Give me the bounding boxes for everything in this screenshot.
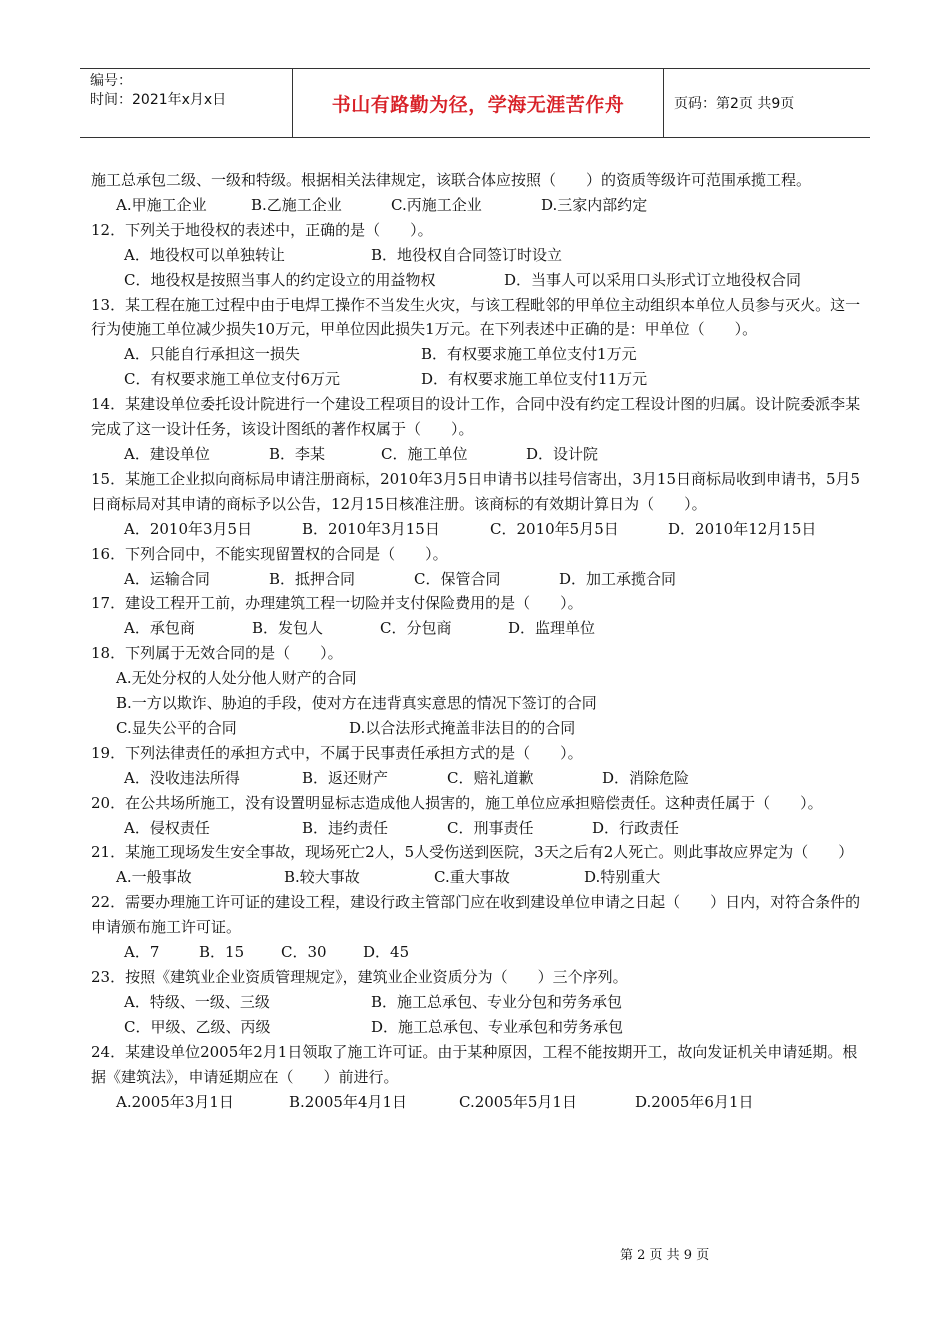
- q23-option-d: D．施工总承包、专业承包和劳务承包: [371, 1017, 624, 1036]
- q12-option-a: A．地役权可以单独转让: [124, 245, 285, 264]
- q23-options-row2: [91, 1015, 864, 1040]
- q19-options: [91, 766, 864, 791]
- q23-stem: 23．按照《建筑业企业资质管理规定》，建筑业企业资质分为（ ）三个序列。: [91, 968, 628, 986]
- q24-options: [91, 1090, 864, 1115]
- q23-options-row1: [91, 990, 864, 1015]
- q18-option-c: C.显失公平的合同: [116, 718, 237, 737]
- q13-stem: 13．某工程在施工过程中由于电焊工操作不当发生火灾，与该工程毗邻的甲单位主动组织本单位人员参与灭火。这一行为使施工单位减少损失10万元，甲单位因此损失1万元。在下列表述中正确的是：甲单位（ ）。: [91, 295, 861, 339]
- q14-option-d: D．设计院: [526, 444, 599, 463]
- q18-options-row3: [91, 716, 864, 741]
- q22-option-b: B．15: [199, 943, 245, 962]
- q15-option-b: B．2010年3月15日: [302, 519, 440, 538]
- q21-option-a: A.一般事故: [116, 868, 192, 887]
- q16-option-b: B．抵押合同: [269, 569, 356, 588]
- q18-option-d: D.以合法形式掩盖非法目的的合同: [349, 718, 576, 737]
- q13-option-b: B．有权要求施工单位支付1万元: [421, 345, 637, 364]
- q22-option-a: A．7: [124, 943, 160, 962]
- q23-option-b: B．施工总承包、专业分包和劳务承包: [371, 992, 623, 1011]
- q11-options: [91, 193, 864, 218]
- q12-option-b: B．地役权自合同签订时设立: [371, 245, 563, 264]
- q19-option-c: C．赔礼道歉: [447, 768, 534, 787]
- q12-stem: 12．下列关于地役权的表述中，正确的是（ ）。: [91, 220, 433, 239]
- q16-option-d: D．加工承揽合同: [559, 569, 677, 588]
- q19-option-a: A．没收违法所得: [124, 768, 240, 787]
- q20-option-a: A．侵权责任: [124, 818, 210, 837]
- q12-options-row1: [91, 243, 864, 268]
- q17-option-a: A．承包商: [124, 619, 195, 638]
- q15-option-d: D．2010年12月15日: [668, 519, 817, 538]
- q20-option-d: D．行政责任: [592, 818, 680, 837]
- q17-option-c: C．分包商: [380, 619, 452, 638]
- q18-option-a: A.无处分权的人处分他人财产的合同: [116, 669, 357, 688]
- q20-option-c: C．刑事责任: [447, 818, 534, 837]
- q23-option-a: A．特级、一级、三级: [124, 992, 270, 1011]
- q16-options: [91, 567, 864, 592]
- continuation-text: 施工总承包二级、一级和特级。根据相关法律规定，该联合体应按照（ ）的资质等级许可范围承揽工程。: [91, 171, 812, 189]
- q17-option-b: B．发包人: [252, 619, 324, 638]
- document-body: [91, 168, 864, 1114]
- q18-option-b: B.一方以欺诈、胁迫的手段，使对方在违背真实意思的情况下签订的合同: [116, 694, 597, 713]
- q15-stem: 15．某施工企业拟向商标局申请注册商标，2010年3月5日申请书以挂号信寄出，3月15日商标局收到申请书，5月5日商标局对其申请的商标予以公告，12月15日核准注册。该商标的有效期计算日为（ ）。: [91, 469, 861, 513]
- time-label: 时间：2021年x月x日: [90, 92, 227, 108]
- q24-option-c: C.2005年5月1日: [459, 1092, 577, 1111]
- q13-option-c: C．有权要求施工单位支付6万元: [124, 370, 341, 389]
- q18-options-row1: [91, 666, 864, 691]
- header-meta: [80, 69, 293, 137]
- q22-option-d: D．45: [363, 943, 410, 962]
- page-footer: 第 2 页 共 9 页: [620, 1248, 710, 1263]
- number-label: 编号：: [90, 73, 132, 89]
- q15-option-a: A．2010年3月5日: [124, 519, 253, 538]
- q23-option-c: C．甲级、乙级、丙级: [124, 1017, 271, 1036]
- q24-option-d: D.2005年6月1日: [635, 1092, 754, 1111]
- q17-options: [91, 616, 864, 641]
- page-header: [80, 68, 870, 138]
- q19-stem: 19．下列法律责任的承担方式中，不属于民事责任承担方式的是（ ）。: [91, 743, 583, 762]
- q12-option-c: C．地役权是按照当事人的约定设立的用益物权: [124, 270, 436, 289]
- q11-option-a: A.甲施工企业: [116, 195, 207, 214]
- q20-stem: 20．在公共场所施工，没有设置明显标志造成他人损害的，施工单位应承担赔偿责任。这种责任属于（ ）。: [91, 793, 823, 812]
- q24-option-b: B.2005年4月1日: [289, 1092, 408, 1111]
- q20-option-b: B．违约责任: [302, 818, 389, 837]
- q13-option-d: D．有权要求施工单位支付11万元: [421, 370, 648, 389]
- q14-option-c: C．施工单位: [381, 444, 468, 463]
- q21-option-c: C.重大事故: [434, 868, 510, 887]
- q18-options-row2: [91, 691, 864, 716]
- q14-option-a: A．建设单位: [124, 444, 210, 463]
- q19-option-d: D．消除危险: [602, 768, 690, 787]
- q17-stem: 17．建设工程开工前，办理建筑工程一切险并支付保险费用的是（ ）。: [91, 594, 583, 613]
- q16-option-a: A．运输合同: [124, 569, 210, 588]
- q22-options: [91, 940, 864, 965]
- q11-option-b: B.乙施工企业: [251, 195, 342, 214]
- q12-options-row2: [91, 268, 864, 293]
- q20-options: [91, 816, 864, 841]
- q13-option-a: A．只能自行承担这一损失: [124, 345, 300, 364]
- q16-option-c: C．保管合同: [414, 569, 501, 588]
- q14-stem: 14．某建设单位委托设计院进行一个建设工程项目的设计工作，合同中没有约定工程设计图的归属。设计院委派李某完成了这一设计任务，该设计图纸的著作权属于（ ）。: [91, 395, 861, 439]
- q18-stem: 18．下列属于无效合同的是（ ）。: [91, 644, 343, 663]
- q15-options: [91, 517, 864, 542]
- q12-option-d: D．当事人可以采用口头形式订立地役权合同: [504, 270, 802, 289]
- q24-stem: 24．某建设单位2005年2月1日领取了施工许可证。由于某种原因，工程不能按期开工，故向发证机关申请延期。根据《建筑法》，申请延期应在（ ）前进行。: [91, 1042, 858, 1086]
- q22-stem: 22．需要办理施工许可证的建设工程，建设行政主管部门应在收到建设单位申请之日起（ ）日内，对符合条件的申请颁布施工许可证。: [91, 893, 861, 937]
- q21-option-d: D.特别重大: [584, 868, 661, 887]
- header-page-label: 页码：第2页 共9页: [674, 96, 795, 112]
- q14-options: [91, 442, 864, 467]
- q14-option-b: B．李某: [269, 444, 326, 463]
- q19-option-b: B．返还财产: [302, 768, 389, 787]
- q21-option-b: B.较大事故: [284, 868, 360, 887]
- q11-option-c: C.丙施工企业: [391, 195, 482, 214]
- q16-stem: 16．下列合同中，不能实现留置权的合同是（ ）。: [91, 544, 448, 563]
- q24-option-a: A.2005年3月1日: [116, 1092, 234, 1111]
- q13-options-row2: [91, 367, 864, 392]
- q22-option-c: C．30: [281, 943, 327, 962]
- header-motto: 书山有路勤为径，学海无涯苦作舟: [293, 69, 664, 137]
- q11-option-d: D.三家内部约定: [541, 195, 648, 214]
- q21-options: [91, 865, 864, 890]
- q13-options-row1: [91, 342, 864, 367]
- q21-stem: 21．某施工现场发生安全事故，现场死亡2人，5人受伤送到医院，3天之后有2人死亡。则此事故应界定为（ ）: [91, 843, 854, 862]
- q17-option-d: D．监理单位: [508, 619, 596, 638]
- q15-option-c: C．2010年5月5日: [490, 519, 619, 538]
